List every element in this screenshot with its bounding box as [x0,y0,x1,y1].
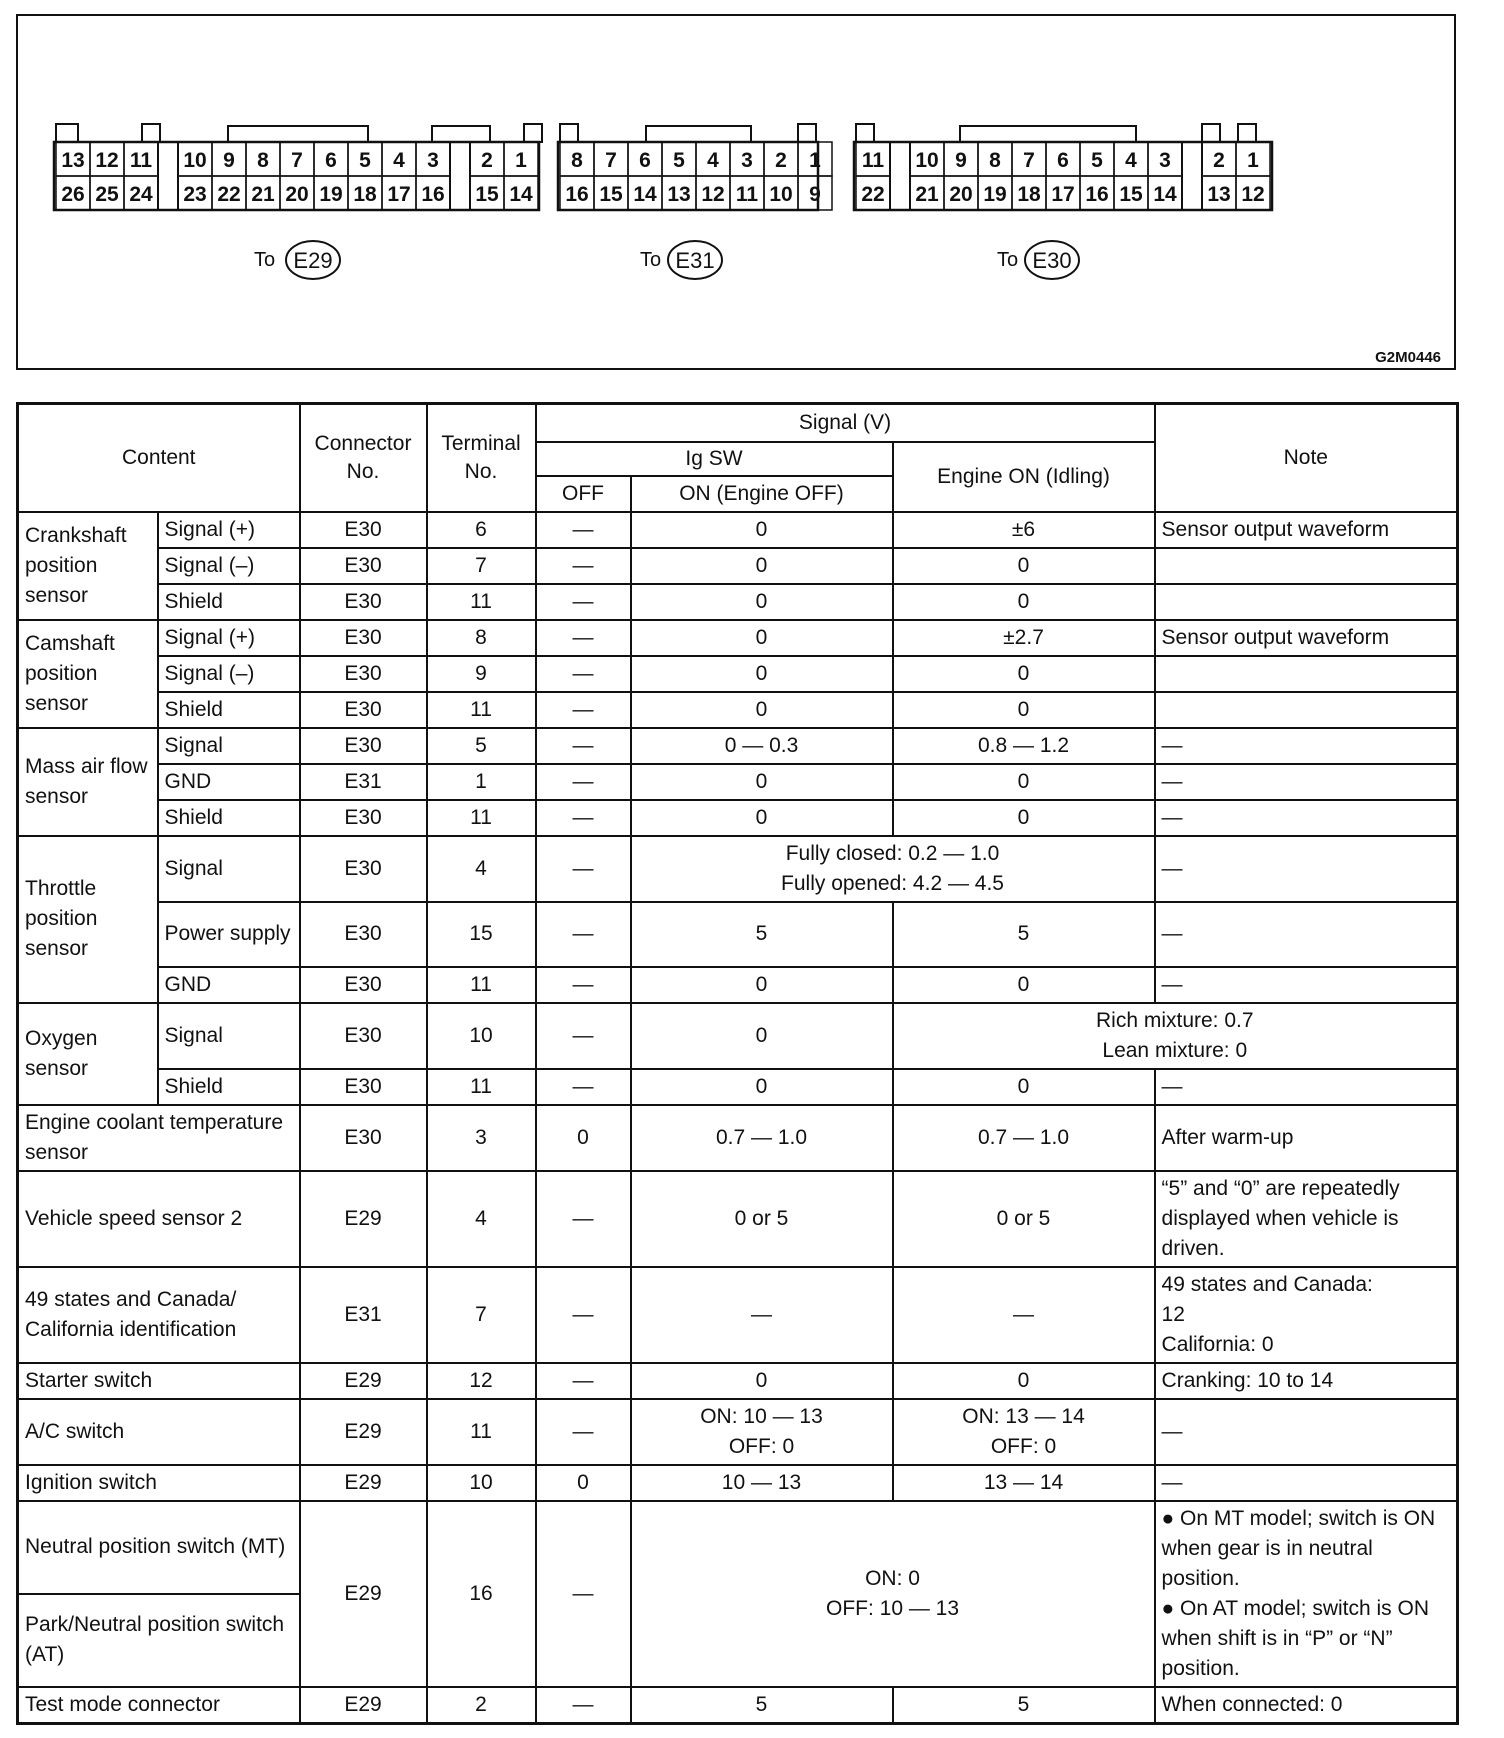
cell: — [536,728,631,764]
cell: 0 [631,764,893,800]
pin-label: 15 [1119,183,1143,206]
pin-label: 22 [861,183,885,206]
group-crankshaft: Crankshaft position sensor [18,512,158,620]
pin-label: 2 [1213,149,1225,172]
cell: E30 [300,902,427,967]
pin-label: 1 [1247,149,1259,172]
pin-label: 18 [353,183,377,206]
connector-to-label: To [254,249,276,271]
pin-label: 15 [475,183,499,206]
cell: Shield [158,584,300,620]
cell: — [536,584,631,620]
pin-label: 4 [1125,149,1137,172]
neutral-on: ON: 0 [865,1566,920,1590]
cell: ±6 [893,512,1155,548]
cell: 0 [631,1003,893,1069]
header-signal: Signal (V) [536,404,1155,442]
cell: GND [158,967,300,1003]
note-cell [1155,548,1458,584]
pin-label: 7 [605,149,617,172]
cell: — [536,1267,631,1363]
cell: 0 — 0.3 [631,728,893,764]
note-line: 49 states and Canada: [1161,1272,1373,1296]
cell: 0 [893,548,1155,584]
cell: E30 [300,584,427,620]
pin-label: 6 [639,149,651,172]
cell: Signal [158,836,300,902]
cell: E30 [300,800,427,836]
pin-label: 5 [1091,149,1103,172]
pin-label: 7 [1023,149,1035,172]
cell: 7 [427,548,536,584]
row-label: 49 states and Canada/ California identification [18,1267,300,1363]
pin-label: 21 [915,183,939,206]
cell: — [536,692,631,728]
pin-label: 21 [251,183,275,206]
note-cell: After warm-up [1155,1105,1458,1171]
cell: E29 [300,1171,427,1267]
cell: 13 — 14 [893,1465,1155,1501]
cell: E29 [300,1363,427,1399]
group-maf: Mass air flow sensor [18,728,158,836]
header-connector: Connector No. [300,404,427,512]
cell: 0 [631,584,893,620]
pin-label: 12 [1241,183,1265,206]
row-label: Vehicle speed sensor 2 [18,1171,300,1267]
header-note: Note [1155,404,1458,512]
cell: — [536,764,631,800]
cell: — [536,656,631,692]
header-engine-on: Engine ON (Idling) [893,442,1155,512]
header-content: Content [18,404,300,512]
cell: — [536,512,631,548]
pin-label: 18 [1017,183,1041,206]
cell: 0 [631,967,893,1003]
pin-label: 3 [741,149,753,172]
header-off: OFF [536,476,631,512]
cell: 0 [631,800,893,836]
note-cell: — [1155,1465,1458,1501]
cell: E30 [300,967,427,1003]
row-label: A/C switch [18,1399,300,1465]
note-cell: Sensor output waveform [1155,620,1458,656]
pin-label: 6 [325,149,337,172]
cell: 6 [427,512,536,548]
pin-label: 4 [707,149,719,172]
cell: ±2.7 [893,620,1155,656]
cell: 0 [536,1465,631,1501]
cell: 16 [427,1501,536,1687]
cell: E29 [300,1501,427,1687]
connector-id: E31 [675,248,715,273]
pin-label: 17 [1051,183,1075,206]
pin-label: 9 [809,183,821,206]
cell: 11 [427,1399,536,1465]
cell: 0 [893,656,1155,692]
cell: 9 [427,656,536,692]
throttle-fully-opened: Fully opened: 4.2 — 4.5 [781,871,1004,895]
cell: — [536,1003,631,1069]
cell: 0 [893,1069,1155,1105]
row-label: Starter switch [18,1363,300,1399]
cell: Shield [158,692,300,728]
cell: 11 [427,800,536,836]
cell: 0.7 — 1.0 [893,1105,1155,1171]
pin-label: 14 [509,183,533,206]
pin-label: 23 [183,183,207,206]
pin-label: 9 [955,149,967,172]
connector-e30 [854,124,1272,279]
cell: Power supply [158,902,300,967]
pin-label: 26 [61,183,85,206]
row-label: Neutral position switch (MT) [18,1501,300,1594]
note-cell: — [1155,1399,1458,1465]
pin-label: 10 [183,149,207,172]
cell: 11 [427,584,536,620]
cell: — [536,967,631,1003]
pin-label: 24 [129,183,153,206]
row-label: Park/Neutral position switch (AT) [18,1594,300,1687]
connector-to-label: To [997,249,1019,271]
pin-label: 8 [571,149,583,172]
cell: — [536,1171,631,1267]
pin-label: 16 [565,183,589,206]
cell: 0 [893,692,1155,728]
cell: E30 [300,656,427,692]
header-on: ON (Engine OFF) [631,476,893,512]
pin-label: 19 [983,183,1007,206]
note-cell [1155,656,1458,692]
cell: — [536,1687,631,1724]
cell: Signal [158,728,300,764]
row-label: Test mode connector [18,1687,300,1724]
header-terminal: Terminal No. [427,404,536,512]
cell: Signal [158,1003,300,1069]
cell: 11 [427,1069,536,1105]
cell: 0 [631,512,893,548]
cell: 5 [893,902,1155,967]
note-cell: When connected: 0 [1155,1687,1458,1724]
pin-label: 7 [291,149,303,172]
cell: 2 [427,1687,536,1724]
row-label: Ignition switch [18,1465,300,1501]
pin-label: 8 [257,149,269,172]
cell: E29 [300,1465,427,1501]
lean-mixture: Lean mixture: 0 [1102,1038,1248,1062]
pin-label: 1 [515,149,527,172]
cell: Signal (–) [158,656,300,692]
group-throttle: Throttle position sensor [18,836,158,1003]
note-at: ● On AT model; switch is ON when shift is in “P” or “N” position. [1161,1596,1430,1680]
pin-label: 13 [1207,183,1231,206]
cell: 0 [631,1069,893,1105]
cell: GND [158,764,300,800]
cell: 5 [631,1687,893,1724]
pin-label: 10 [769,183,793,206]
pin-label: 15 [599,183,623,206]
throttle-fully-closed: Fully closed: 0.2 — 1.0 [785,841,1000,865]
note-cell: “5” and “0” are repeatedly displayed when vehicle is driven. [1155,1171,1458,1267]
cell: 4 [427,1171,536,1267]
cell: 15 [427,902,536,967]
throttle-signal-range [631,836,1155,902]
pin-label: 14 [633,183,657,206]
cell: — [536,620,631,656]
cell: 12 [427,1363,536,1399]
cell: — [893,1267,1155,1363]
cell: 0 [893,967,1155,1003]
pin-label: 11 [861,149,885,172]
pin-label: 5 [359,149,371,172]
cell: 0 or 5 [631,1171,893,1267]
note-cell [1155,1501,1458,1687]
figure-code: G2M0446 [1375,349,1441,366]
cell: E30 [300,548,427,584]
cell: 0 [893,764,1155,800]
pin-label: 20 [949,183,973,206]
connector-to-label: To [640,249,662,271]
cell: — [536,902,631,967]
cell: 1 [427,764,536,800]
cell: 10 [427,1465,536,1501]
ac-engine-on-off: OFF: 0 [990,1434,1057,1458]
pin-label: 16 [421,183,445,206]
cell: E31 [300,1267,427,1363]
cell: 4 [427,836,536,902]
connector-e29 [54,124,542,279]
cell: — [536,1501,631,1687]
pin-label: 6 [1057,149,1069,172]
connector-id: E30 [1032,248,1072,273]
cell: 0 [893,1363,1155,1399]
note-cell: Cranking: 10 to 14 [1155,1363,1458,1399]
note-cell: — [1155,800,1458,836]
note-cell: — [1155,902,1458,967]
cell: 11 [427,967,536,1003]
cell: E30 [300,1003,427,1069]
note-cell: — [1155,764,1458,800]
cell: 8 [427,620,536,656]
group-camshaft: Camshaft position sensor [18,620,158,728]
note-cell: — [1155,836,1458,902]
row-label: Engine coolant temperature sensor [18,1105,300,1171]
note-cell [1155,1267,1458,1363]
note-line: California: 0 [1161,1332,1274,1356]
pin-label: 16 [1085,183,1109,206]
cell: E31 [300,764,427,800]
cell: — [536,1363,631,1399]
pin-label: 9 [223,149,235,172]
cell [893,1399,1155,1465]
cell: 5 [893,1687,1155,1724]
neutral-off: OFF: 10 — 13 [825,1596,960,1620]
note-line: 12 [1161,1302,1185,1326]
cell: 0 [536,1105,631,1171]
group-oxygen: Oxygen sensor [18,1003,158,1105]
pin-label: 8 [989,149,1001,172]
cell: — [536,836,631,902]
neutral-signal [631,1501,1155,1687]
connector-diagram [16,14,1457,372]
note-cell: — [1155,967,1458,1003]
cell: E30 [300,836,427,902]
cell: Signal (+) [158,512,300,548]
cell: 5 [427,728,536,764]
cell: 7 [427,1267,536,1363]
note-cell [1155,584,1458,620]
cell: 10 [427,1003,536,1069]
cell: E30 [300,512,427,548]
note-cell [1155,692,1458,728]
cell: — [536,800,631,836]
cell: 3 [427,1105,536,1171]
cell: 10 — 13 [631,1465,893,1501]
pin-label: 17 [387,183,411,206]
ac-on-engine-off-off: OFF: 0 [728,1434,795,1458]
pin-label: 10 [915,149,939,172]
cell: 0.7 — 1.0 [631,1105,893,1171]
cell: 0 [631,620,893,656]
cell: E30 [300,728,427,764]
pin-label: 3 [427,149,439,172]
connector-e31 [558,124,832,279]
pin-label: 5 [673,149,685,172]
pin-label: 13 [667,183,691,206]
pin-label: 3 [1159,149,1171,172]
note-mt: ● On MT model; switch is ON when gear is in neutral position. [1161,1506,1436,1590]
pin-label: 1 [809,149,821,172]
cell: E29 [300,1687,427,1724]
ac-engine-on-on: ON: 13 — 14 [962,1404,1085,1428]
ac-on-engine-off-on: ON: 10 — 13 [700,1404,823,1428]
cell: 0 [893,800,1155,836]
cell: 11 [427,692,536,728]
pin-label: 14 [1153,183,1177,206]
pin-label: 22 [217,183,241,206]
cell: 0 or 5 [893,1171,1155,1267]
cell: — [536,1399,631,1465]
pin-label: 13 [61,149,85,172]
pin-label: 19 [319,183,343,206]
pin-label: 2 [775,149,787,172]
cell: 5 [631,902,893,967]
cell [631,1399,893,1465]
connector-id: E29 [293,248,333,273]
cell: — [536,548,631,584]
cell: 0 [631,692,893,728]
pin-label: 4 [393,149,405,172]
cell: — [536,1069,631,1105]
cell: E30 [300,692,427,728]
rich-mixture: Rich mixture: 0.7 [1095,1008,1254,1032]
cell: E29 [300,1399,427,1465]
cell: — [631,1267,893,1363]
cell: E30 [300,1069,427,1105]
oxygen-engine-on [893,1003,1458,1069]
header-igsw: Ig SW [536,442,893,476]
cell: 0 [631,548,893,584]
note-cell: Sensor output waveform [1155,512,1458,548]
pin-label: 12 [95,149,119,172]
pin-label: 2 [481,149,493,172]
cell: 0 [631,656,893,692]
cell: Shield [158,1069,300,1105]
note-cell: — [1155,728,1458,764]
cell: Signal (+) [158,620,300,656]
cell: 0 [893,584,1155,620]
pin-label: 12 [701,183,725,206]
cell: 0.8 — 1.2 [893,728,1155,764]
cell: 0 [631,1363,893,1399]
cell: E30 [300,620,427,656]
note-cell: — [1155,1069,1458,1105]
pin-label: 25 [95,183,119,206]
pin-label: 11 [129,149,153,172]
cell: Shield [158,800,300,836]
pin-label: 20 [285,183,309,206]
cell: E30 [300,1105,427,1171]
cell: Signal (–) [158,548,300,584]
signal-table [16,402,1459,1725]
pin-label: 11 [735,183,759,206]
